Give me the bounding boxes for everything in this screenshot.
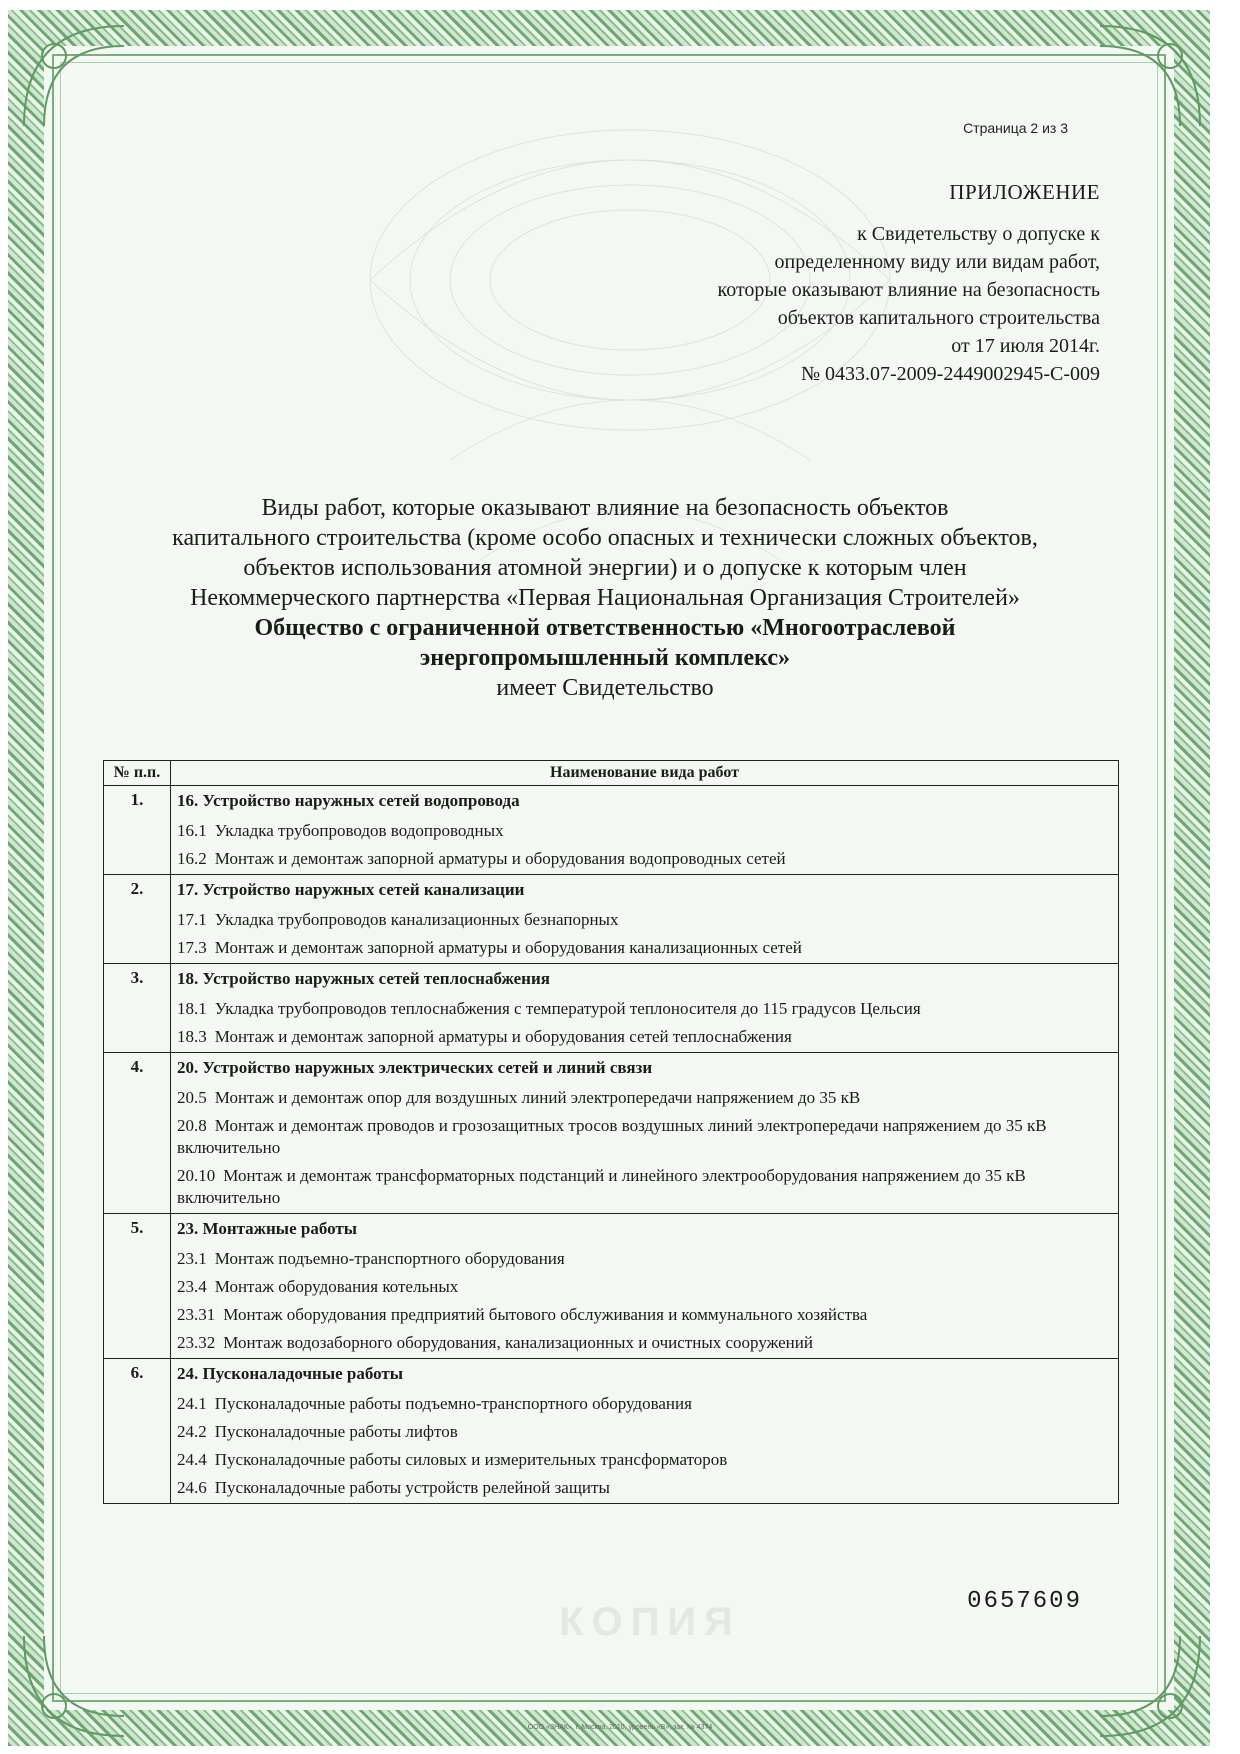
appendix-heading: ПРИЛОЖЕНИЕ bbox=[949, 180, 1100, 204]
organization-name: энергопромышленный комплекс» bbox=[419, 645, 791, 671]
work-item bbox=[177, 909, 1112, 931]
table-row bbox=[104, 786, 1119, 875]
document-title bbox=[105, 493, 1105, 703]
work-item-text: Монтаж и демонтаж опор для воздушных линий электропередачи напряжением до 35 кВ bbox=[214, 1088, 861, 1107]
work-item bbox=[177, 937, 1112, 959]
work-group-title: 17. Устройство наружных сетей канализации bbox=[177, 880, 525, 899]
corner-ornament-icon bbox=[1090, 16, 1210, 136]
corner-ornament-icon bbox=[14, 16, 134, 136]
table-row bbox=[104, 1053, 1119, 1214]
work-item bbox=[177, 1449, 1112, 1471]
work-item-code: 24.4 bbox=[177, 1450, 207, 1469]
title-line: Виды работ, которые оказывают влияние на безопасность объектов bbox=[261, 495, 949, 521]
work-item-text: Монтаж подъемно-транспортного оборудования bbox=[214, 1249, 565, 1268]
work-item-text: Пусконаладочные работы силовых и измерительных трансформаторов bbox=[214, 1450, 728, 1469]
work-item-code: 23.32 bbox=[177, 1333, 216, 1352]
work-item bbox=[177, 1304, 1112, 1326]
organization-name: Общество с ограниченной ответственностью «Многоотраслевой bbox=[254, 615, 956, 641]
work-item bbox=[177, 1276, 1112, 1298]
work-item-code: 23.31 bbox=[177, 1305, 216, 1324]
work-item bbox=[177, 848, 1112, 870]
work-item-code: 20.5 bbox=[177, 1088, 207, 1107]
work-item-text: Монтаж и демонтаж проводов и грозозащитных тросов воздушных линий электропередачи напряжением до 35 кВ включительно bbox=[177, 1116, 1047, 1157]
table-row bbox=[104, 1214, 1119, 1359]
table-row bbox=[104, 1359, 1119, 1504]
work-group bbox=[171, 1053, 1119, 1214]
column-header-name: Наименование вида работ bbox=[171, 761, 1119, 786]
row-number: 3. bbox=[104, 964, 171, 1053]
work-item-code: 17.3 bbox=[177, 938, 207, 957]
appendix-line: которые оказывают влияние на безопасность bbox=[717, 279, 1100, 301]
work-item-text: Монтаж и демонтаж запорной арматуры и оборудования водопроводных сетей bbox=[214, 849, 786, 868]
work-item-text: Укладка трубопроводов водопроводных bbox=[214, 821, 504, 840]
appendix-block bbox=[580, 178, 1100, 388]
work-group-title: 20. Устройство наружных электрических сетей и линий связи bbox=[177, 1058, 653, 1077]
work-group-title: 24. Пусконаладочные работы bbox=[177, 1364, 404, 1383]
work-group bbox=[171, 786, 1119, 875]
page-number: Страница 2 из 3 bbox=[963, 120, 1068, 136]
title-closing: имеет Свидетельство bbox=[496, 675, 714, 701]
work-item-code: 20.10 bbox=[177, 1166, 216, 1185]
work-item-code: 24.6 bbox=[177, 1478, 207, 1497]
work-item bbox=[177, 1248, 1112, 1270]
work-item bbox=[177, 1115, 1112, 1159]
work-item bbox=[177, 1026, 1112, 1048]
printer-note: ООО «ЗНАК», г. Москва, 2010, уровень «В», зак. № 4374 bbox=[527, 1724, 713, 1731]
row-number: 4. bbox=[104, 1053, 171, 1214]
work-item-code: 23.4 bbox=[177, 1277, 207, 1296]
table-row bbox=[104, 964, 1119, 1053]
work-item-text: Пусконаладочные работы устройств релейной защиты bbox=[214, 1478, 610, 1497]
work-item bbox=[177, 1477, 1112, 1499]
appendix-date: от 17 июля 2014г. bbox=[951, 335, 1100, 357]
work-item-code: 24.1 bbox=[177, 1394, 207, 1413]
work-item-text: Монтаж оборудования предприятий бытового обслуживания и коммунального хозяйства bbox=[223, 1305, 868, 1324]
work-item bbox=[177, 1165, 1112, 1209]
work-item-text: Монтаж водозаборного оборудования, канализационных и очистных сооружений bbox=[223, 1333, 813, 1352]
row-number: 2. bbox=[104, 875, 171, 964]
work-item-code: 23.1 bbox=[177, 1249, 207, 1268]
works-table bbox=[103, 760, 1119, 1504]
title-line: капитального строительства (кроме особо опасных и технически сложных объектов, bbox=[172, 525, 1038, 551]
row-number: 1. bbox=[104, 786, 171, 875]
work-group-title: 16. Устройство наружных сетей водопровода bbox=[177, 791, 520, 810]
appendix-line: к Свидетельству о допуске к bbox=[857, 223, 1100, 245]
work-group bbox=[171, 1214, 1119, 1359]
work-item-code: 16.2 bbox=[177, 849, 207, 868]
title-line: Некоммерческого партнерства «Первая Национальная Организация Строителей» bbox=[190, 585, 1020, 611]
work-group bbox=[171, 1359, 1119, 1504]
work-item bbox=[177, 820, 1112, 842]
work-item-text: Укладка трубопроводов канализационных безнапорных bbox=[214, 910, 619, 929]
certificate-number: № 0433.07-2009-2449002945-С-009 bbox=[800, 363, 1100, 385]
work-item-text: Монтаж и демонтаж трансформаторных подстанций и линейного электрооборудования напряжением до 35 кВ включительно bbox=[177, 1166, 1026, 1207]
work-group-title: 23. Монтажные работы bbox=[177, 1219, 357, 1238]
work-item-text: Монтаж и демонтаж запорной арматуры и оборудования канализационных сетей bbox=[214, 938, 802, 957]
work-item-text: Монтаж оборудования котельных bbox=[214, 1277, 459, 1296]
work-item-code: 18.1 bbox=[177, 999, 207, 1018]
table-header-row bbox=[104, 761, 1119, 786]
work-item bbox=[177, 1421, 1112, 1443]
work-item-code: 24.2 bbox=[177, 1422, 207, 1441]
work-item bbox=[177, 1332, 1112, 1354]
appendix-line: объектов капитального строительства bbox=[777, 307, 1100, 329]
work-item bbox=[177, 1393, 1112, 1415]
column-header-number: № п.п. bbox=[104, 761, 171, 786]
work-item-text: Монтаж и демонтаж запорной арматуры и оборудования сетей теплоснабжения bbox=[214, 1027, 792, 1046]
copy-stamp: КОПИЯ bbox=[559, 1600, 741, 1644]
work-item bbox=[177, 1087, 1112, 1109]
work-group-title: 18. Устройство наружных сетей теплоснабжения bbox=[177, 969, 550, 988]
work-item-code: 18.3 bbox=[177, 1027, 207, 1046]
serial-number: 0657609 bbox=[967, 1588, 1082, 1615]
work-item-text: Пусконаладочные работы лифтов bbox=[214, 1422, 458, 1441]
appendix-line: определенному виду или видам работ, bbox=[774, 251, 1100, 273]
work-group bbox=[171, 875, 1119, 964]
work-item-text: Пусконаладочные работы подъемно-транспортного оборудования bbox=[214, 1394, 692, 1413]
work-item bbox=[177, 998, 1112, 1020]
work-item-code: 20.8 bbox=[177, 1116, 207, 1135]
title-line: объектов использования атомной энергии) и о допуске к которым член bbox=[243, 555, 967, 581]
work-group bbox=[171, 964, 1119, 1053]
table-row bbox=[104, 875, 1119, 964]
work-item-text: Укладка трубопроводов теплоснабжения с температурой теплоносителя до 115 градусов Цельсия bbox=[214, 999, 921, 1018]
works-table-body bbox=[104, 786, 1119, 1504]
work-item-code: 17.1 bbox=[177, 910, 207, 929]
row-number: 5. bbox=[104, 1214, 171, 1359]
work-item-code: 16.1 bbox=[177, 821, 207, 840]
row-number: 6. bbox=[104, 1359, 171, 1504]
